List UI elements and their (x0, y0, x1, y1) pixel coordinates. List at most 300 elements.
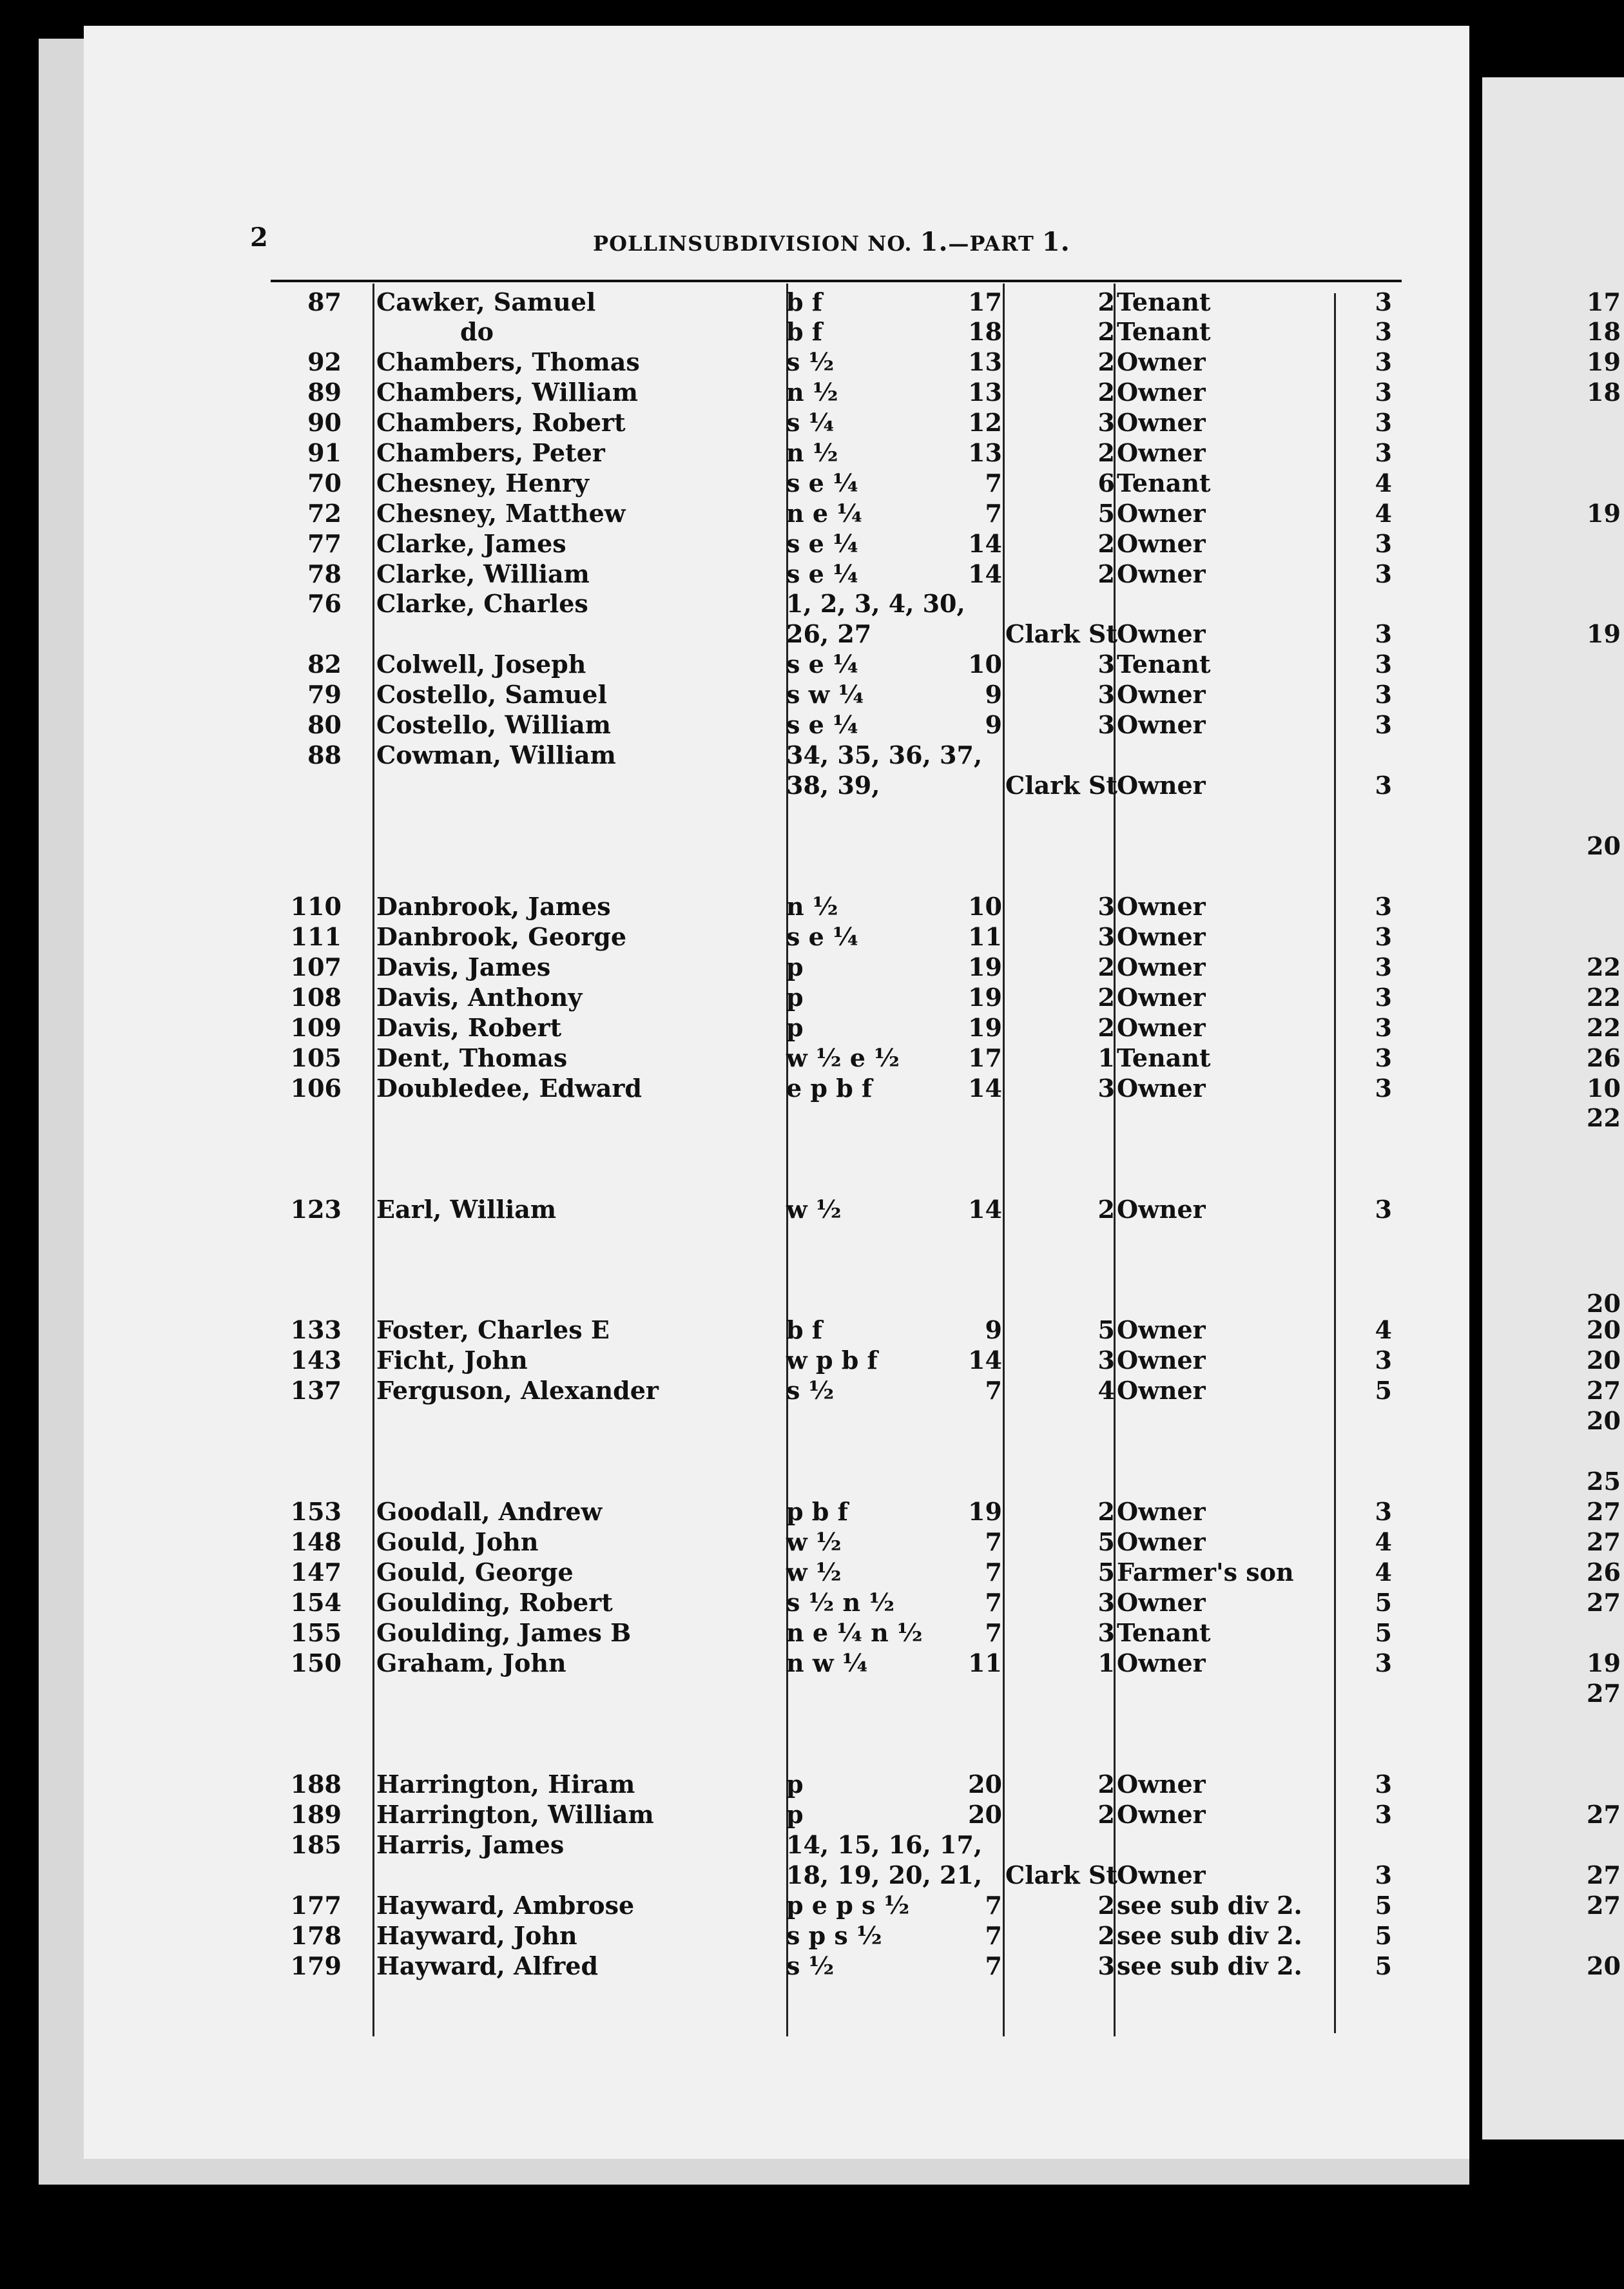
cell-name (376, 1013, 789, 1043)
cell-lot: s e ¼ (786, 710, 858, 739)
cell-status: Farmer's son (1117, 1558, 1294, 1587)
cell-lot: n e ¼ n ½ (786, 1618, 923, 1647)
cell-acres: 5 (1097, 1315, 1115, 1344)
cell-name (376, 952, 789, 982)
cell-votes: 4 (1375, 499, 1392, 528)
cell-name (376, 1527, 789, 1557)
cell-name (376, 589, 789, 619)
cell-votes: 4 (1375, 1315, 1392, 1344)
cell-num: 147 (290, 1558, 342, 1587)
adjacent-page-number: 19 (1587, 347, 1621, 376)
cell-con: 9 (985, 1315, 1002, 1344)
cell-name (376, 710, 789, 740)
cell-num: 185 (290, 1830, 342, 1859)
cell-name (376, 347, 789, 377)
cell-con: 14 (968, 1195, 1002, 1224)
table-row (0, 317, 1624, 347)
cell-name (376, 650, 789, 679)
cell-acres: 3 (1097, 1618, 1115, 1647)
table-row (0, 710, 1624, 740)
cell-lot: b f (786, 1315, 823, 1344)
header-rule (271, 280, 1402, 282)
cell-acres: 4 (1097, 1376, 1115, 1405)
cell-name (376, 983, 789, 1012)
table-row (0, 1830, 1624, 1860)
table-row (0, 499, 1624, 528)
cell-status: Owner (1117, 922, 1206, 951)
adjacent-page-number: 22 (1587, 983, 1621, 1012)
voter-name: Harrington, William (376, 1800, 658, 1829)
cell-status: Owner (1117, 1648, 1206, 1677)
cell-status: Owner (1117, 559, 1206, 588)
cell-con: 17 (968, 1043, 1002, 1072)
cell-status: Owner (1117, 771, 1206, 800)
cell-con: 7 (985, 1891, 1002, 1920)
cell-lot: w p b f (786, 1346, 878, 1375)
cell-acres: 3 (1097, 650, 1115, 679)
adjacent-page-number: 20 (1587, 831, 1621, 860)
cell-name (376, 1588, 789, 1618)
voter-name: Cawker, Samuel (376, 287, 599, 316)
header-subdivision-number: 1. (920, 227, 949, 257)
voter-name: Dent, Thomas (376, 1043, 571, 1072)
cell-name (376, 1800, 789, 1830)
cell-num: 82 (307, 650, 342, 679)
adjacent-page-number: 20 (1587, 1406, 1621, 1435)
adjacent-page-number: 26 (1587, 1558, 1621, 1587)
cell-num: 88 (307, 740, 342, 769)
adjacent-page-number: 22 (1587, 1013, 1621, 1042)
table-row (0, 983, 1624, 1012)
cell-votes: 3 (1375, 892, 1392, 921)
cell-con: 19 (968, 983, 1002, 1012)
cell-num: 78 (307, 559, 342, 588)
table-row (0, 650, 1624, 679)
header-dash: —PART (948, 231, 1042, 256)
table-row (0, 378, 1624, 407)
cell-name (376, 1376, 789, 1405)
cell-status: Tenant (1117, 287, 1211, 316)
cell-name (376, 468, 789, 498)
voter-name: Hayward, John (376, 1921, 581, 1950)
cell-acres: 3 (1097, 1951, 1115, 1980)
voter-name: Goulding, Robert (376, 1588, 617, 1617)
cell-status: Owner (1117, 1195, 1206, 1224)
table-row (0, 1195, 1624, 1224)
adjacent-page-number: 22 (1587, 1103, 1621, 1132)
cell-num: 148 (290, 1527, 342, 1556)
voter-name: Chesney, Henry (376, 468, 593, 497)
cell-status: Owner (1117, 1588, 1206, 1617)
cell-con: 14 (968, 1346, 1002, 1375)
cell-votes: 3 (1375, 1800, 1392, 1829)
cell-num: 154 (290, 1588, 342, 1617)
cell-lot: 38, 39, (786, 771, 880, 800)
cell-status: Owner (1117, 347, 1206, 376)
voter-name: Chambers, William (376, 378, 642, 407)
voter-name: Clarke, James (376, 529, 570, 558)
cell-lot: w ½ (786, 1195, 842, 1224)
cell-con: 19 (968, 952, 1002, 981)
cell-status: Owner (1117, 1800, 1206, 1829)
cell-name (376, 1618, 789, 1648)
cell-lot: s e ¼ (786, 650, 858, 679)
cell-name (376, 892, 789, 922)
cell-name (376, 1346, 789, 1375)
cell-votes: 3 (1375, 1074, 1392, 1103)
cell-votes: 3 (1375, 438, 1392, 467)
voter-name: Harrington, Hiram (376, 1770, 639, 1799)
adjacent-page-number: 27 (1587, 1527, 1621, 1556)
cell-con: 17 (968, 287, 1002, 316)
adjacent-page-number: 20 (1587, 1951, 1621, 1980)
cell-acres: 5 (1097, 1558, 1115, 1587)
table-row (0, 680, 1624, 710)
cell-votes: 5 (1375, 1951, 1392, 1980)
table-row (0, 438, 1624, 468)
cell-lot: 34, 35, 36, 37, (786, 740, 983, 769)
voter-name: Foster, Charles E (376, 1315, 614, 1344)
voter-name: Hayward, Alfred (376, 1951, 602, 1980)
table-row (0, 468, 1624, 498)
cell-name (376, 1043, 789, 1073)
cell-lot: s e ¼ (786, 559, 858, 588)
cell-lot: s e ¼ (786, 922, 858, 951)
voter-name: Clarke, William (376, 559, 594, 588)
adjacent-page-number: 27 (1587, 1860, 1621, 1889)
cell-lot: w ½ e ½ (786, 1043, 900, 1072)
cell-votes: 3 (1375, 680, 1392, 709)
cell-acres: 2 (1097, 378, 1115, 407)
cell-name (376, 1891, 789, 1920)
voter-name: Danbrook, George (376, 922, 630, 951)
cell-name (376, 499, 789, 528)
cell-acres: 6 (1097, 468, 1115, 497)
voter-name: Chesney, Matthew (376, 499, 629, 528)
table-row (0, 1770, 1624, 1799)
cell-votes: 4 (1375, 468, 1392, 497)
voter-name: Gould, John (376, 1527, 542, 1556)
table-row (0, 1951, 1624, 1981)
cell-lot: p (786, 1800, 804, 1829)
table-row (0, 1013, 1624, 1043)
adjacent-page-number: 25 (1587, 1467, 1621, 1496)
table-row (0, 1618, 1624, 1648)
cell-votes: 3 (1375, 771, 1392, 800)
cell-acres: Clark St (1005, 619, 1117, 648)
cell-votes: 3 (1375, 1860, 1392, 1889)
voter-name: Davis, Anthony (376, 983, 586, 1012)
cell-name (376, 1558, 789, 1587)
cell-status: see sub div 2. (1117, 1921, 1302, 1950)
cell-acres: 3 (1097, 1074, 1115, 1103)
cell-num: 123 (290, 1195, 342, 1224)
cell-votes: 3 (1375, 408, 1392, 437)
cell-lot: p (786, 983, 804, 1012)
adjacent-page-number: 20 (1587, 1346, 1621, 1375)
page-header (593, 227, 1070, 257)
cell-lot: 1, 2, 3, 4, 30, (786, 589, 965, 618)
voter-name: Goulding, James B (376, 1618, 635, 1647)
cell-con: 12 (968, 408, 1002, 437)
cell-status: Tenant (1117, 650, 1211, 679)
voter-name: Graham, John (376, 1648, 570, 1677)
cell-con: 7 (985, 1558, 1002, 1587)
cell-acres: 2 (1097, 1195, 1115, 1224)
cell-lot: 14, 15, 16, 17, (786, 1830, 983, 1859)
cell-votes: 3 (1375, 983, 1392, 1012)
cell-num: 80 (307, 710, 342, 739)
cell-lot: s e ¼ (786, 468, 858, 497)
cell-num: 150 (290, 1648, 342, 1677)
cell-con: 9 (985, 710, 1002, 739)
cell-acres: 3 (1097, 892, 1115, 921)
cell-num: 90 (307, 408, 342, 437)
cell-status: Owner (1117, 438, 1206, 467)
cell-con: 14 (968, 559, 1002, 588)
cell-acres: 2 (1097, 559, 1115, 588)
cell-acres: 5 (1097, 1527, 1115, 1556)
cell-status: Tenant (1117, 1043, 1211, 1072)
cell-lot: e p b f (786, 1074, 873, 1103)
cell-name (376, 1497, 789, 1527)
cell-status: Owner (1117, 1376, 1206, 1405)
voter-name: Harris, James (376, 1830, 568, 1859)
cell-acres: 2 (1097, 438, 1115, 467)
adjacent-page-number: 20 (1587, 1289, 1621, 1318)
voter-name: Chambers, Thomas (376, 347, 644, 376)
cell-status: Owner (1117, 952, 1206, 981)
adjacent-page-number: 27 (1587, 1588, 1621, 1617)
cell-name (376, 1315, 789, 1345)
cell-status: Owner (1117, 680, 1206, 709)
adjacent-page-number: 17 (1587, 287, 1621, 316)
cell-status: Owner (1117, 1315, 1206, 1344)
table-row (0, 589, 1624, 619)
cell-num: 109 (290, 1013, 342, 1042)
cell-acres: 3 (1097, 680, 1115, 709)
cell-votes: 3 (1375, 1013, 1392, 1042)
cell-name (376, 408, 789, 438)
table-row (0, 892, 1624, 922)
cell-status: see sub div 2. (1117, 1951, 1302, 1980)
table-row (0, 559, 1624, 589)
cell-name (376, 1195, 789, 1224)
cell-lot: w ½ (786, 1558, 842, 1587)
cell-votes: 3 (1375, 559, 1392, 588)
cell-votes: 5 (1375, 1921, 1392, 1950)
adjacent-page-number: 27 (1587, 1376, 1621, 1405)
table-row (0, 1891, 1624, 1920)
cell-status: Owner (1117, 408, 1206, 437)
cell-acres: 2 (1097, 317, 1115, 346)
cell-status: Owner (1117, 983, 1206, 1012)
cell-acres: 5 (1097, 499, 1115, 528)
cell-acres: 1 (1097, 1043, 1115, 1072)
cell-con: 13 (968, 378, 1002, 407)
cell-con: 9 (985, 680, 1002, 709)
header-prefix: POLLIN (593, 231, 688, 256)
cell-con: 7 (985, 1618, 1002, 1647)
cell-votes: 3 (1375, 1195, 1392, 1224)
cell-num: 106 (290, 1074, 342, 1103)
cell-name (376, 1074, 789, 1103)
cell-lot: 18, 19, 20, 21, (786, 1860, 983, 1889)
cell-num: 178 (290, 1921, 342, 1950)
cell-votes: 3 (1375, 952, 1392, 981)
cell-status: Owner (1117, 1527, 1206, 1556)
voter-name: Cowman, William (376, 740, 620, 769)
cell-status: Owner (1117, 710, 1206, 739)
cell-num: 92 (307, 347, 342, 376)
cell-votes: 3 (1375, 317, 1392, 346)
adjacent-page-number: 10 (1587, 1074, 1621, 1103)
cell-lot: s ½ (786, 1376, 835, 1405)
cell-lot: s ½ (786, 1951, 835, 1980)
voter-name (376, 771, 380, 800)
cell-status: Owner (1117, 499, 1206, 528)
voter-name: Ficht, John (376, 1346, 532, 1375)
cell-con: 14 (968, 529, 1002, 558)
cell-num: 188 (290, 1770, 342, 1799)
cell-votes: 3 (1375, 1648, 1392, 1677)
cell-num: 155 (290, 1618, 342, 1647)
adjacent-page-number: 27 (1587, 1679, 1621, 1708)
cell-acres: 2 (1097, 347, 1115, 376)
cell-votes: 5 (1375, 1618, 1392, 1647)
table-row (0, 1860, 1624, 1890)
voter-name: Chambers, Peter (376, 438, 609, 467)
cell-votes: 4 (1375, 1558, 1392, 1587)
cell-name (376, 559, 789, 589)
cell-status: Owner (1117, 1860, 1206, 1889)
cell-acres: 1 (1097, 1648, 1115, 1677)
cell-status: Owner (1117, 1497, 1206, 1526)
cell-num: 77 (307, 529, 342, 558)
cell-num: 108 (290, 983, 342, 1012)
cell-votes: 3 (1375, 347, 1392, 376)
cell-con: 10 (968, 892, 1002, 921)
cell-lot: s ½ n ½ (786, 1588, 894, 1617)
table-row (0, 1074, 1624, 1103)
voter-name: Costello, William (376, 710, 615, 739)
cell-con: 7 (985, 468, 1002, 497)
table-row (0, 1800, 1624, 1830)
page-number: 2 (250, 222, 268, 253)
cell-con: 20 (968, 1770, 1002, 1799)
cell-con: 10 (968, 650, 1002, 679)
cell-con: 7 (985, 499, 1002, 528)
cell-status: Owner (1117, 892, 1206, 921)
table-row (0, 619, 1624, 649)
cell-num: 76 (307, 589, 342, 618)
cell-lot: s ½ (786, 347, 835, 376)
cell-num: 111 (290, 922, 342, 951)
cell-num: 107 (290, 952, 342, 981)
cell-status: Tenant (1117, 468, 1211, 497)
voter-name (376, 619, 380, 648)
cell-con: 7 (985, 1951, 1002, 1980)
adjacent-page-number: 19 (1587, 499, 1621, 528)
table-row (0, 952, 1624, 982)
cell-votes: 3 (1375, 1497, 1392, 1526)
cell-lot: n ½ (786, 892, 838, 921)
cell-lot: s e ¼ (786, 529, 858, 558)
cell-num: 87 (307, 287, 342, 316)
cell-name (376, 1951, 789, 1981)
voter-name: Chambers, Robert (376, 408, 630, 437)
cell-con: 7 (985, 1921, 1002, 1950)
cell-num: 137 (290, 1376, 342, 1405)
cell-num: 179 (290, 1951, 342, 1980)
cell-con: 14 (968, 1074, 1002, 1103)
cell-num: 79 (307, 680, 342, 709)
cell-lot: 26, 27 (786, 619, 872, 648)
cell-votes: 5 (1375, 1891, 1392, 1920)
cell-name (376, 438, 789, 468)
voter-name: Earl, William (376, 1195, 560, 1224)
voter-name: Davis, Robert (376, 1013, 565, 1042)
cell-con: 13 (968, 438, 1002, 467)
cell-acres: 3 (1097, 408, 1115, 437)
cell-acres: Clark St (1005, 1860, 1117, 1889)
voter-name: Ferguson, Alexander (376, 1376, 662, 1405)
cell-con: 7 (985, 1588, 1002, 1617)
cell-con: 19 (968, 1497, 1002, 1526)
voter-name (376, 1860, 380, 1889)
cell-votes: 3 (1375, 1770, 1392, 1799)
cell-lot: n ½ (786, 438, 838, 467)
table-row (0, 408, 1624, 438)
cell-lot: p b f (786, 1497, 848, 1526)
cell-acres: 2 (1097, 983, 1115, 1012)
table-row (0, 1497, 1624, 1527)
voter-name: Gould, George (376, 1558, 577, 1587)
cell-votes: 3 (1375, 1043, 1392, 1072)
cell-lot: s p s ½ (786, 1921, 882, 1950)
cell-con: 11 (968, 1648, 1002, 1677)
cell-con: 7 (985, 1376, 1002, 1405)
cell-lot: b f (786, 287, 823, 316)
cell-num: 177 (290, 1891, 342, 1920)
voter-name: Costello, Samuel (376, 680, 611, 709)
cell-votes: 3 (1375, 710, 1392, 739)
cell-status: Owner (1117, 1074, 1206, 1103)
voter-name: Danbrook, James (376, 892, 615, 921)
cell-name (376, 1648, 789, 1678)
cell-name (376, 619, 789, 649)
cell-acres: 3 (1097, 1346, 1115, 1375)
cell-votes: 3 (1375, 378, 1392, 407)
cell-acres: 3 (1097, 710, 1115, 739)
cell-num: 72 (307, 499, 342, 528)
adjacent-page-number: 20 (1587, 1315, 1621, 1344)
cell-acres: 2 (1097, 287, 1115, 316)
table-row (0, 287, 1624, 317)
cell-name (376, 740, 789, 770)
cell-acres: 2 (1097, 952, 1115, 981)
table-row (0, 1043, 1624, 1073)
cell-name (376, 1830, 789, 1860)
cell-name (376, 1860, 789, 1890)
cell-name (376, 1921, 789, 1951)
table-row (0, 1558, 1624, 1587)
cell-lot: s w ¼ (786, 680, 864, 709)
cell-name (376, 1770, 789, 1799)
cell-status: Owner (1117, 619, 1206, 648)
voter-name: Davis, James (376, 952, 554, 981)
cell-num: 91 (307, 438, 342, 467)
